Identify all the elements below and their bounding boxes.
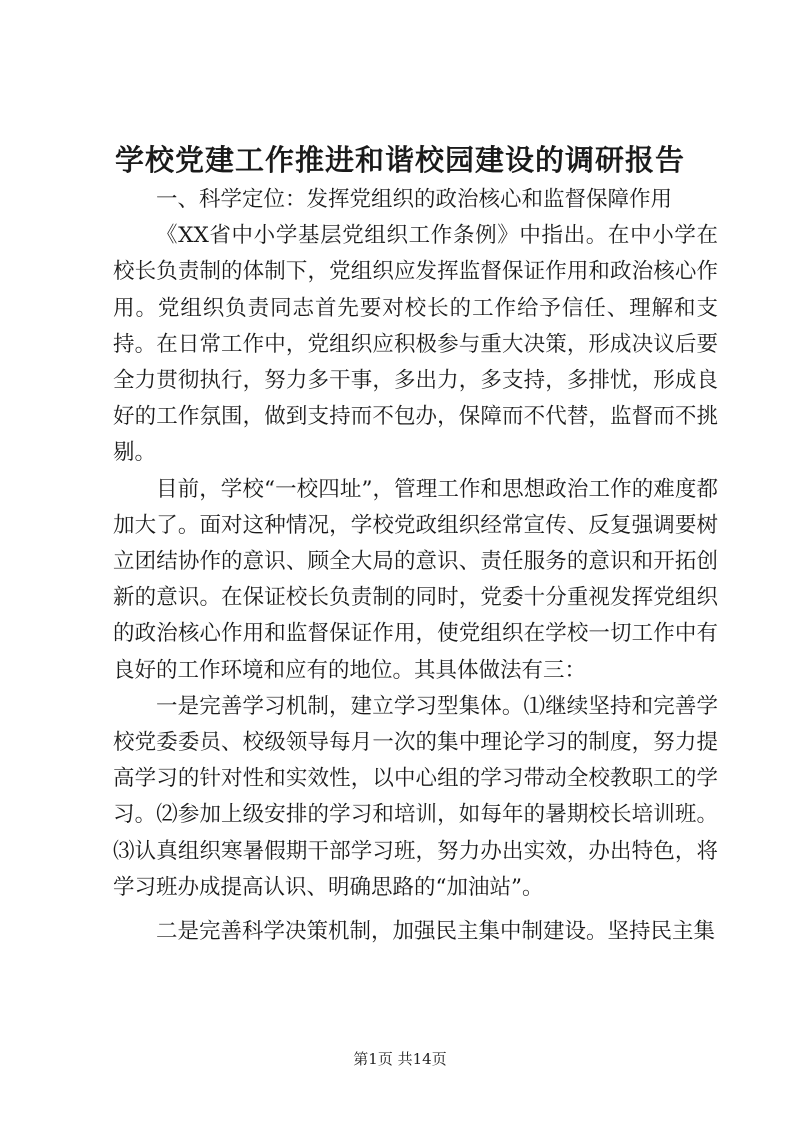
paragraph: 一是完善学习机制，建立学习型集体。⑴继续坚持和完善学校党委委员、校级领导每月一次的集中理论学习的制度，努力提高学习的针对性和实效性，以中心组的学习带动全校教职工的学习。⑵参加上级安排的学习和培训，如每年的暑期校长培训班。⑶认真组织寒暑假期干部学习班，努力办出实效，办出特色，将学习班办成提高认识、明确思路的“加油站”。 — [113, 693, 718, 900]
document-body — [113, 182, 718, 950]
paragraph: 《XX省中小学基层党组织工作条例》中指出。在中小学在校长负责制的体制下，党组织应发挥监督保证作用和政治核心作用。党组织负责同志首先要对校长的工作给予信任、理解和支持。在日常工作中，党组织应积极参与重大决策，形成决议后要全力贯彻执行，努力多干事，多出力，多支持，多排忧，形成良好的工作氛围，做到支持而不包办，保障而不代替，监督而不挑剔。 — [113, 223, 718, 466]
paragraph: 目前，学校“一校四址”，管理工作和思想政治工作的难度都加大了。面对这种情况，学校党政组织经常宣传、反复强调要树立团结协作的意识、顾全大局的意识、责任服务的意识和开拓创新的意识。在保证校长负责制的同时，党委十分重视发挥党组织的政治核心作用和监督保证作用，使党组织在学校一切工作中有良好的工作环境和应有的地位。其具体做法有三： — [113, 476, 718, 683]
section-heading: 一、科学定位：发挥党组织的政治核心和监督保障作用 — [156, 187, 673, 212]
page-number-footer: 第1页 共14页 — [353, 1050, 447, 1068]
document-title: 学校党建工作推进和谐校园建设的调研报告 — [114, 143, 685, 177]
paragraph: 二是完善科学决策机制，加强民主集中制建设。坚持民主集 — [156, 919, 716, 945]
